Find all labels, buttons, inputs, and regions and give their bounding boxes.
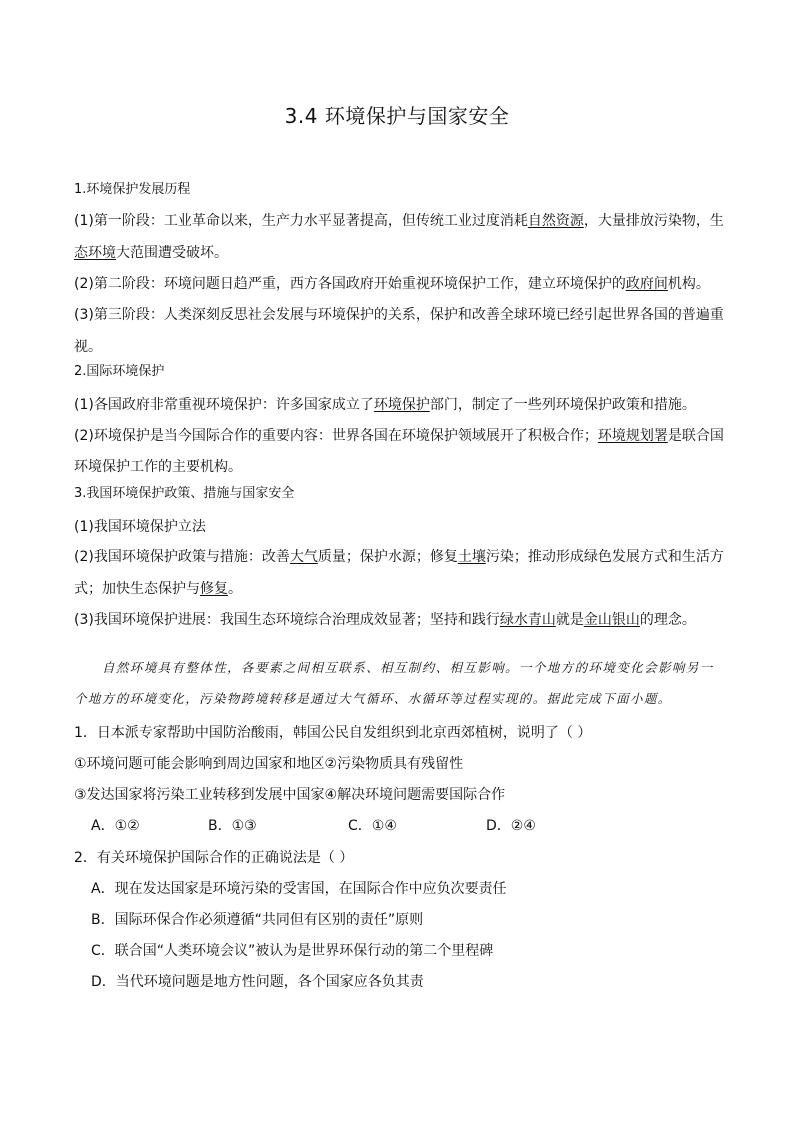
question-2-option-d[interactable]: D．当代环境问题是地方性问题，各个国家应各负其责: [91, 974, 424, 990]
china-line3: [74, 578, 242, 598]
china-text2c: 污染；推动形成绿色发展方式和生活方: [485, 549, 724, 565]
china-text4-end: 的理念。: [639, 612, 696, 628]
page-title: 3.4 环境保护与国家安全: [284, 104, 510, 128]
stage2-text: (2)第二阶段：环境问题日趋严重，西方各国政府开始重视环境保护工作，建立环境保护的: [74, 276, 626, 292]
intl-text2: (2)环境保护是当今国际合作的重要内容：世界各国在环境保护领域展开了积极合作；: [74, 428, 598, 444]
china-text3: 式；加快生态保护与: [74, 581, 200, 597]
intl-line2: [74, 425, 724, 445]
china-line1: (1)我国环境保护立法: [74, 519, 206, 535]
china-underline-gold-mountains: 金山银山: [583, 612, 640, 628]
stage1-text-end: 大范围遭受破坏。: [116, 245, 228, 261]
stage1-text-cont: ，大量排放污染物，生: [583, 213, 724, 229]
question-1-statements-1: ①环境问题可能会影响到周边国家和地区②污染物质具有残留性: [74, 756, 464, 772]
stage2-underline-intergovernmental: 政府间: [625, 276, 668, 292]
question-2-option-c[interactable]: C．联合国“人类环境会议”被认为是世界环保行动的第二个里程碑: [91, 943, 494, 959]
question-2-option-b[interactable]: B．国际环保合作必须遵循“共同但有区别的责任”原则: [91, 912, 424, 928]
stage2-text-end: 机构。: [667, 276, 710, 292]
stage1-underline-ecology: 态环境: [74, 245, 116, 261]
intl-underline-unep: 环境规划署: [597, 428, 668, 444]
question-2-stem: 2．有关环境保护国际合作的正确说法是（ ）: [74, 850, 354, 866]
china-line4: [74, 609, 696, 629]
section-heading-history: 1.环境保护发展历程: [74, 182, 191, 197]
question-2-option-a[interactable]: A．现在发达国家是环境污染的受害国，在国际合作中应负次要责任: [91, 881, 507, 897]
stage1-line2: [74, 242, 228, 262]
intl-line1: [74, 394, 696, 414]
china-line2: [74, 546, 724, 566]
china-text2b: 质量；保护水源；修复: [317, 549, 458, 565]
china-underline-air: 大气: [289, 549, 318, 565]
china-underline-restore: 修复: [200, 581, 228, 597]
stage3-line1: (3)第三阶段：人类深刻反思社会发展与环境保护的关系，保护和改善全球环境已经引起世界各国的普遍重: [74, 307, 724, 323]
stage1-underline-natural-resources: 自然资源: [527, 213, 584, 229]
intl-line3: 环境保护工作的主要机构。: [74, 459, 242, 475]
intl-underline-environment-protection: 环境保护: [373, 397, 430, 413]
question-1-option-c[interactable]: C．①④: [348, 818, 397, 834]
china-text4b: 就是: [555, 612, 584, 628]
question-1-stem: 1．日本派专家帮助中国防治酸雨，韩国公民自发组织到北京西郊植树，说明了（ ）: [74, 725, 592, 741]
stage2-line: [74, 273, 710, 293]
china-underline-green-mountains: 绿水青山: [499, 612, 556, 628]
stage1-text: (1)第一阶段：工业革命以来，生产力水平显著提高，但传统工业过度消耗: [74, 213, 528, 229]
section-heading-international: 2.国际环境保护: [74, 364, 165, 379]
china-text2: (2)我国环境保护政策与措施：改善: [74, 549, 290, 565]
intl-text2-end: 是联合国: [667, 428, 724, 444]
china-text4: (3)我国环境保护进展：我国生态环境综合治理成效显著；坚持和践行: [74, 612, 500, 628]
question-1-option-d[interactable]: D．②④: [486, 818, 536, 834]
question-1-option-a[interactable]: A．①②: [91, 818, 140, 834]
intl-text1-end: 部门，制定了一些列环境保护政策和措施。: [429, 397, 696, 413]
passage-text: 自然环境具有整体性，各要素之间相互联系、相互制约、相互影响。一个地方的环境变化会影响另一个地方的环境变化，污染物跨境转移是通过大气循环、水循环等过程实现的。据此完成下面小题。: [74, 660, 714, 706]
stage1-line1: [74, 210, 724, 230]
stage3-line2: 视。: [74, 339, 102, 355]
china-underline-soil: 土壤: [457, 549, 486, 565]
intl-text1: (1)各国政府非常重视环境保护：许多国家成立了: [74, 397, 374, 413]
china-text3-end: 。: [228, 581, 242, 597]
question-1-option-b[interactable]: B．①③: [208, 818, 257, 834]
reading-passage: [74, 652, 724, 714]
question-1-statements-2: ③发达国家将污染工业转移到发展中国家④解决环境问题需要国际合作: [74, 787, 506, 803]
section-heading-china: 3.我国环境保护政策、措施与国家安全: [74, 486, 295, 501]
